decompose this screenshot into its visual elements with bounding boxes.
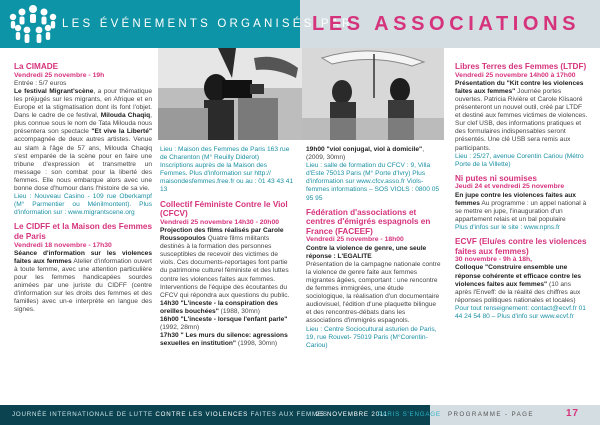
event-date: Vendredi 25 novembre - 18h00 [306,236,404,244]
event-date: Jeudi 24 et vendredi 25 novembre [455,183,565,191]
page-footer [0,405,600,425]
column-1 [14,62,152,315]
footer-date: 25 NOVEMBRE 2011 [316,411,388,418]
footer-campaign: JOURNÉE INTERNATIONALE DE LUTTE CONTRE LES VIOLENCES FAITES AUX FEMMES [12,411,328,418]
event-description: En jupe contre les violences faites aux femmes Au programme : un appel national à se mettre en jupe, l'inauguration d'un appartement relais et un bal populaire [455,191,587,223]
event-date: Vendredi 25 novembre - 19h [14,71,105,79]
film-entry: 14h30 "L'inceste - la conspiration des oreilles bouchées" (1988, 30mn) [160,299,278,315]
event-organizer: Ni putes ni soumises [455,173,537,183]
event-location: Lieu : 25/27, avenue Corentin Cariou (Métro Porte de la Villette) [455,152,584,168]
event-description: Présentation de la campagne nationale contre la violence de genre faite aux femmes migrantes âgées, comportant : une rencontre de femmes immigrées, une étude sociologique, la réalisation d'un documentaire audiovisuel, l'édition d'une plaquette bilingue et des rencontres-débats dans les associations d'immigrés espagnols. [306,260,441,325]
event-location: Pour tout renseignement: contact@ecvf.fr 01 44 24 54 80 – Plus d'info sur www.ecvf.fr [455,304,586,321]
column-4 [455,62,589,321]
film-entry: 16h00 "L'inceste - lorsque l'enfant parle" (1992, 28mn) [160,315,288,332]
event-price: Entrée : 5/7 euros [14,79,67,87]
photo-women-with-umbrella [302,48,444,140]
event-organizer: Fédération d'associations et centres d'émigrés espagnols en France (FACEEF) [306,207,431,236]
event-location: Lieu : Centre Sociocultural asturien de Paris, 19, rue Rouvet- 75019 Paris (M°Corentin-Cariou) [306,325,437,349]
page-header [0,0,600,48]
event-date: 30 novembre - 9h à 18h, [455,256,533,264]
event-date: Vendredi 25 novembre 14h00 à 17h00 [455,71,576,79]
event-description: Présentation du "Kit contre les violences faites aux femmes" Journée portes ouvertes. Patricia Rivière et Carole Klisaoré présenteront un nouvel outil, créé par LTDF et destiné aux femmes victimes de violences. Sur clef USB, des informations pratiques et des formulaires indispensables seront présentés. Une clé USB sera remis aux participants. [455,79,588,152]
event-description: Séance d'information sur les violences faites aux femmes Atelier d'information ouvert à toute femme, avec une attention particulière pour les femmes handicapées sourdes animées par une juriste du CIDFF (centre d'information sur les droits des femmes et des familles) avec un-e interprète en langue des signes. [14,249,152,314]
people-logo-icon [6,3,60,45]
film-entry: 19h00 "viol conjugal, viol à domicile", (2009, 30mn) [306,146,425,162]
event-organizer: Collectif Féministe Contre le Viol (CFCV) [160,199,288,219]
event-description: Le festival Migrant'scène, a pour thématique les préjugés sur les migrants, en Afrique et en Europe et la stigmatisation dont ils font l'objet. Dans le cadre de ce festival, Milouda Chaqiq, plus connue sous le nom de Tata Milouda nous présentera son spectacle "Et vive la Liberté" accompagnée de deux autres artistes. Venue au slam à l'âge de 57 ans, Milouda Chaqiq s'est emparée de la scène pour en faire une tribune d'expression et transmettre un message : son combat pour la liberté des femmes. Elle nous embarque alors avec une bonne dose d'humour dans l'histoire de sa vie. [14,87,153,193]
footer-brand: PARIS S'ENGAGE [378,411,441,418]
event-organizer: Le CIDFF et la Maison des Femmes de Paris [14,222,152,241]
column-3 [306,146,442,350]
page-number: 17 [566,408,579,419]
event-description: Colloque "Construire ensemble une réponse cohérente et efficace contre les violences faites aux femmes" (10 ans après l'Enveff: de la réalité des chiffres aux réponses politiques nationales et locales) [455,264,582,304]
header-title-right: LES ASSOCIATIONS [312,13,581,35]
event-organizer: ECVF (Elu/es contre les violences faites aux femmes) [455,237,587,256]
event-location: Lieu : Maison des Femmes de Paris 163 rue de Charenton (M° Reuilly Diderot) Inscriptions auprès de la Maison des Femmes. Plus d'information sur http:// maisondesfemmes.free.fr ou au : 01 43 43 41 13 [160,146,294,194]
event-organizer: Libres Terres des Femmes (LTDF) [455,62,587,71]
event-location: Lieu : salle de formation du CFCV : 9, Villa d'Este 75013 Paris (M° Porte d'Ivry) Plus d'information sur www.cfcv.asso.fr Viols-femmes informations – SOS VIOLS : 0800 05 95 95 [306,162,440,202]
event-title: Contre la violence de genre, une seule réponse : L'EGALITE [306,244,427,260]
event-organizer: La CIMADE [14,62,59,71]
event-description: Projection des films réalisés par Carole Roussopoulos Quatre films militants destinés à la formation des personnes susceptibles de recevoir des victimes de viols. Ces documents-reportages font partie du patrimoine culturel féministe et des luttes contre les violences faites aux femmes. Interventions de l'équipe des écoutantes du CFCV qui répondra aux questions du public. [160,226,290,299]
event-location: Lieu : Nouveau Casino - 109 rue Oberkampf (M° Parmentier ou Ménilmontent). Plus d'information sur : www.migrantscene.org [14,193,152,217]
event-date: Vendredi 25 novembre 14h30 - 20h00 [160,218,280,226]
header-title-left: LES ÉVÉNEMENTS ORGANISÉS PAR [62,18,354,30]
footer-programme: PROGRAMME - PAGE [448,411,534,418]
event-location: Plus d'infos sur le site : www.npns.fr [455,224,560,231]
photo-woman-with-camera [158,48,302,140]
column-2 [160,146,294,348]
film-entry: 17h30 " Les murs du silence: agressions sexuelles en institution" (1998, 30mn) [160,332,288,348]
event-date: Vendredi 18 novembre - 17h30 [14,241,112,249]
